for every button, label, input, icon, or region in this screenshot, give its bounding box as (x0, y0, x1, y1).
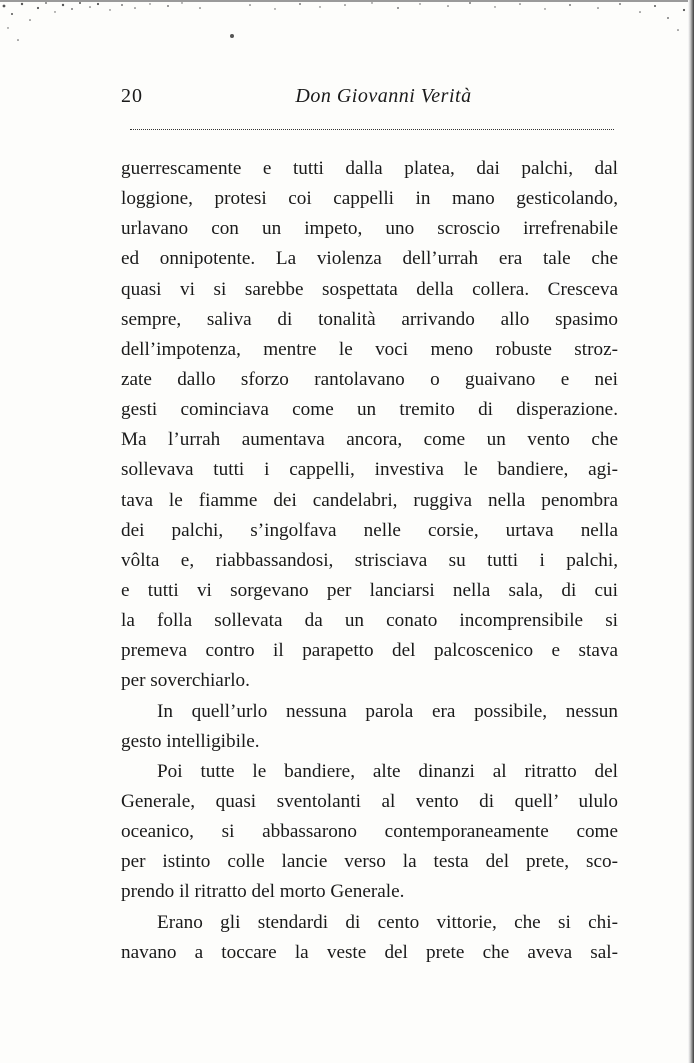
text-line: sempre, saliva di tonalità arrivando allo spasimo (121, 308, 618, 330)
page-number: 20 (121, 85, 143, 107)
text-line: guerrescamente e tutti dalla platea, dai palchi, dal (121, 158, 618, 179)
text-line: prendo il ritratto del morto Generale. (121, 881, 405, 903)
text-line: navano a toccare la veste del prete che aveva sal- (121, 941, 618, 963)
text-line: urlavano con un impeto, uno scroscio irrefrenabile (121, 218, 618, 240)
text-line: Erano gli stendardi di cento vittorie, che si chi- (157, 911, 618, 933)
scan-speckle (0, 0, 694, 60)
text-line: In quell’urlo nessuna parola era possibile, nessun (157, 700, 618, 722)
text-line: loggione, protesi coi cappelli in mano gesticolando, (121, 188, 618, 210)
text-line: oceanico, si abbassarono contemporaneamente come (121, 821, 618, 843)
running-title: Don Giovanni Verità (295, 85, 472, 107)
text-line: dei palchi, s’ingolfava nelle corsie, urtava nella (121, 519, 618, 541)
text-line: e tutti vi sorgevano per lanciarsi nella sala, di cui (121, 579, 618, 601)
text-line: per istinto colle lancie verso la testa del prete, sco- (121, 851, 618, 873)
text-line: zate dallo sforzo rantolavano o guaivano e nei (121, 368, 618, 390)
text-line: sollevava tutti i cappelli, investiva le bandiere, agi- (121, 459, 618, 481)
text-line: premeva contro il parapetto del palcoscenico e stava (121, 640, 618, 662)
text-line: Ma l’urrah aumentava ancora, come un vento che (121, 429, 618, 451)
text-line: vôlta e, riabbassandosi, strisciava su tutti i palchi, (121, 549, 618, 571)
text-line: gesti cominciava come un tremito di disperazione. (121, 399, 618, 421)
text-line: dell’impotenza, mentre le voci meno robuste stroz- (121, 338, 618, 360)
text-line: ed onnipotente. La violenza dell’urrah era tale che (121, 248, 618, 270)
header-rule (130, 129, 614, 130)
running-head (121, 85, 616, 115)
text-line: la folla sollevata da un conato incomprensibile si (121, 610, 618, 632)
text-line: per soverchiarlo. (121, 670, 250, 692)
text-line: tava le fiamme dei candelabri, ruggiva nella penombra (121, 489, 618, 511)
text-line: gesto intelligibile. (121, 730, 260, 752)
text-line: quasi vi si sarebbe sospettata della collera. Cresceva (121, 278, 618, 300)
scan-right-edge (688, 0, 694, 1063)
text-line: Generale, quasi sventolanti al vento di quell’ ululo (121, 790, 618, 812)
body-text (121, 154, 618, 968)
text-line: Poi tutte le bandiere, alte dinanzi al ritratto del (157, 760, 618, 782)
